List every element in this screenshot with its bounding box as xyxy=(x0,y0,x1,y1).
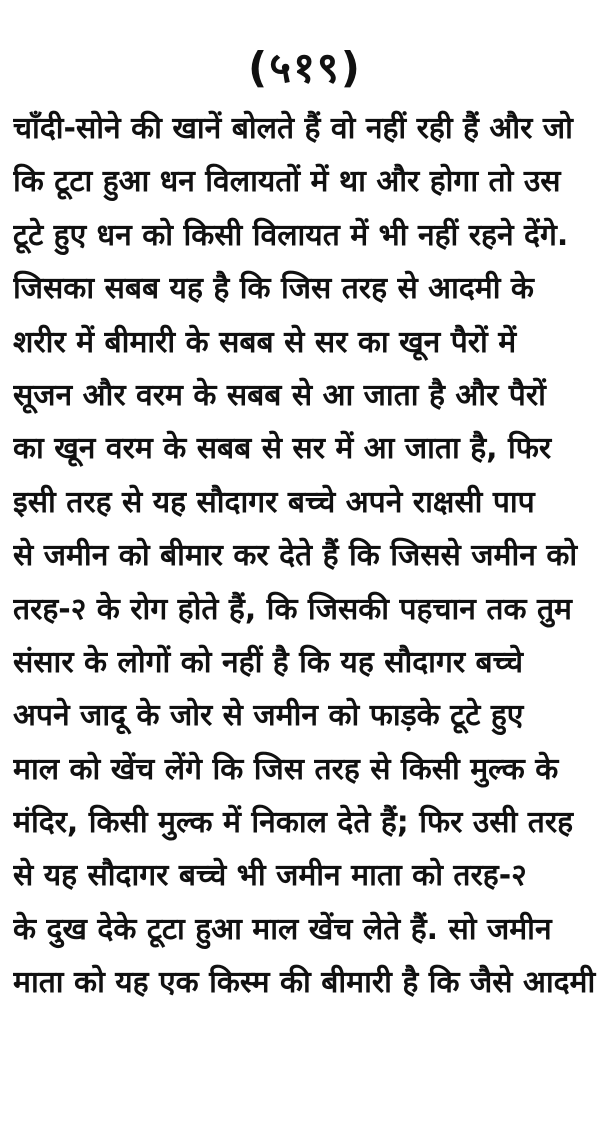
text-line-9: से जमीन को बीमार कर देते हैं कि जिससे जमीन को xyxy=(13,538,578,574)
text-line-15: से यह सौदागर बच्चे भी जमीन माता को तरह-२ xyxy=(13,858,527,894)
text-line-6: सूजन और वरम के सबब से आ जाता है और पैरों xyxy=(13,377,546,413)
text-line-13: माल को खेंच लेंगे कि जिस तरह से किसी मुल्क के xyxy=(13,751,559,787)
text-line-17: माता को यह एक किस्म की बीमारी है कि जैसे आदमी xyxy=(13,965,596,1001)
text-line-2: कि टूटा हुआ धन विलायतों में था और होगा तो उस xyxy=(13,164,561,200)
body-text xyxy=(13,102,598,1010)
text-line-11: संसार के लोगों को नहीं है कि यह सौदागर बच्चे xyxy=(13,644,524,680)
text-line-10: तरह-२ के रोग होते हैं, कि जिसकी पहचान तक तुम xyxy=(13,591,572,627)
text-line-16: के दुख देके टूटा हुआ माल खेंच लेते हैं. सो जमीन xyxy=(13,911,552,947)
text-line-5: शरीर में बीमारी के सबब से सर का खून पैरों में xyxy=(13,324,517,360)
page-number: (५१९) xyxy=(248,43,362,92)
text-line-14: मंदिर, किसी मुल्क में निकाल देते हैं; फिर उसी तरह xyxy=(13,805,574,841)
text-line-7: का खून वरम के सबब से सर में आ जाता है, फिर xyxy=(13,431,552,467)
text-line-12: अपने जादू के जोर से जमीन को फाड़के टूटे हुए xyxy=(13,698,524,734)
text-line-3: टूटे हुए धन को किसी विलायत में भी नहीं रहने देंगे. xyxy=(13,217,569,253)
text-line-1: चाँदी-सोने की खानें बोलते हैं वो नहीं रही हैं और जो xyxy=(13,111,573,146)
text-line-8: इसी तरह से यह सौदागर बच्चे अपने राक्षसी पाप xyxy=(13,484,535,520)
text-line-4: जिसका सबब यह है कि जिस तरह से आदमी के xyxy=(13,271,534,307)
